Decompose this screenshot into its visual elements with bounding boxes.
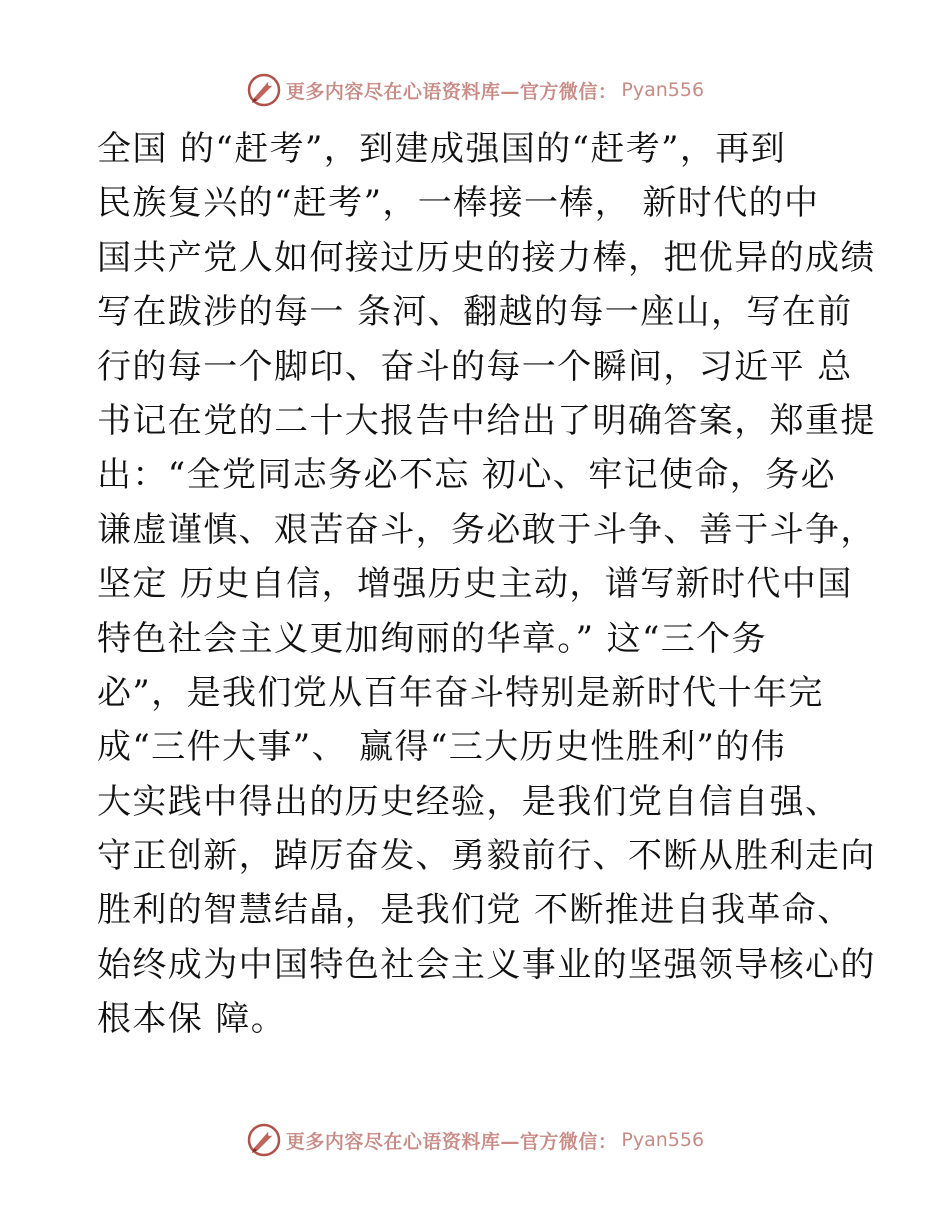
pen-logo-icon: [246, 72, 282, 108]
body-line: 写在跋涉的每一 条河、翻越的每一座山，写在前: [97, 292, 853, 333]
header-banner-text: 更多内容尽在心语资料库—官方微信：: [285, 80, 618, 103]
footer-banner-text: 更多内容尽在心语资料库—官方微信：: [285, 1130, 618, 1153]
body-line: 行的每一个脚印、奋斗的每一个瞬间，习近平 总: [97, 346, 853, 387]
body-line: 全国 的“赶考”，到建成强国的“赶考”，再到: [97, 129, 787, 169]
body-line: 国共产党人如何接过历史的接力棒，把优异的成绩: [97, 237, 876, 278]
header-banner: [0, 70, 950, 110]
body-line: 坚定 历史自信，增强历史主动，谱写新时代中国: [97, 564, 853, 605]
body-line: 守正创新，踔厉奋发、勇毅前行、不断从胜利走向: [97, 836, 876, 877]
pen-logo-icon: [246, 1122, 282, 1158]
body-line: 始终成为中国特色社会主义事业的坚强领导核心的: [97, 944, 876, 985]
body-line: 根本保 障。: [97, 999, 287, 1040]
footer-banner: [0, 1120, 950, 1160]
body-line: 大实践中得出的历史经验，是我们党自信自强、: [97, 781, 841, 822]
body-line: 特色社会主义更加绚丽的华章。” 这“三个务: [97, 618, 767, 659]
body-line: 民族复兴的“赶考”，一棒接一棒， 新时代的中: [97, 183, 820, 224]
body-line: 书记在党的二十大报告中给出了明确答案，郑重提: [97, 400, 876, 441]
body-line: 出：“全党同志务必不忘 初心、牢记使命，务必: [97, 455, 836, 496]
header-wechat-id: Pyan556: [621, 79, 705, 101]
body-line: 胜利的智慧结晶，是我们党 不断推进自我革命、: [97, 890, 853, 931]
document-body: [97, 122, 876, 1047]
footer-wechat-id: Pyan556: [621, 1129, 705, 1151]
body-line: 必”，是我们党从百年奋斗特别是新时代十年完: [97, 672, 824, 713]
body-line: 谦虚谨慎、艰苦奋斗，务必敢于斗争、善于斗争，: [97, 509, 876, 550]
body-line: 成“三件大事”、 赢得“三大历史性胜利”的伟: [97, 727, 787, 768]
